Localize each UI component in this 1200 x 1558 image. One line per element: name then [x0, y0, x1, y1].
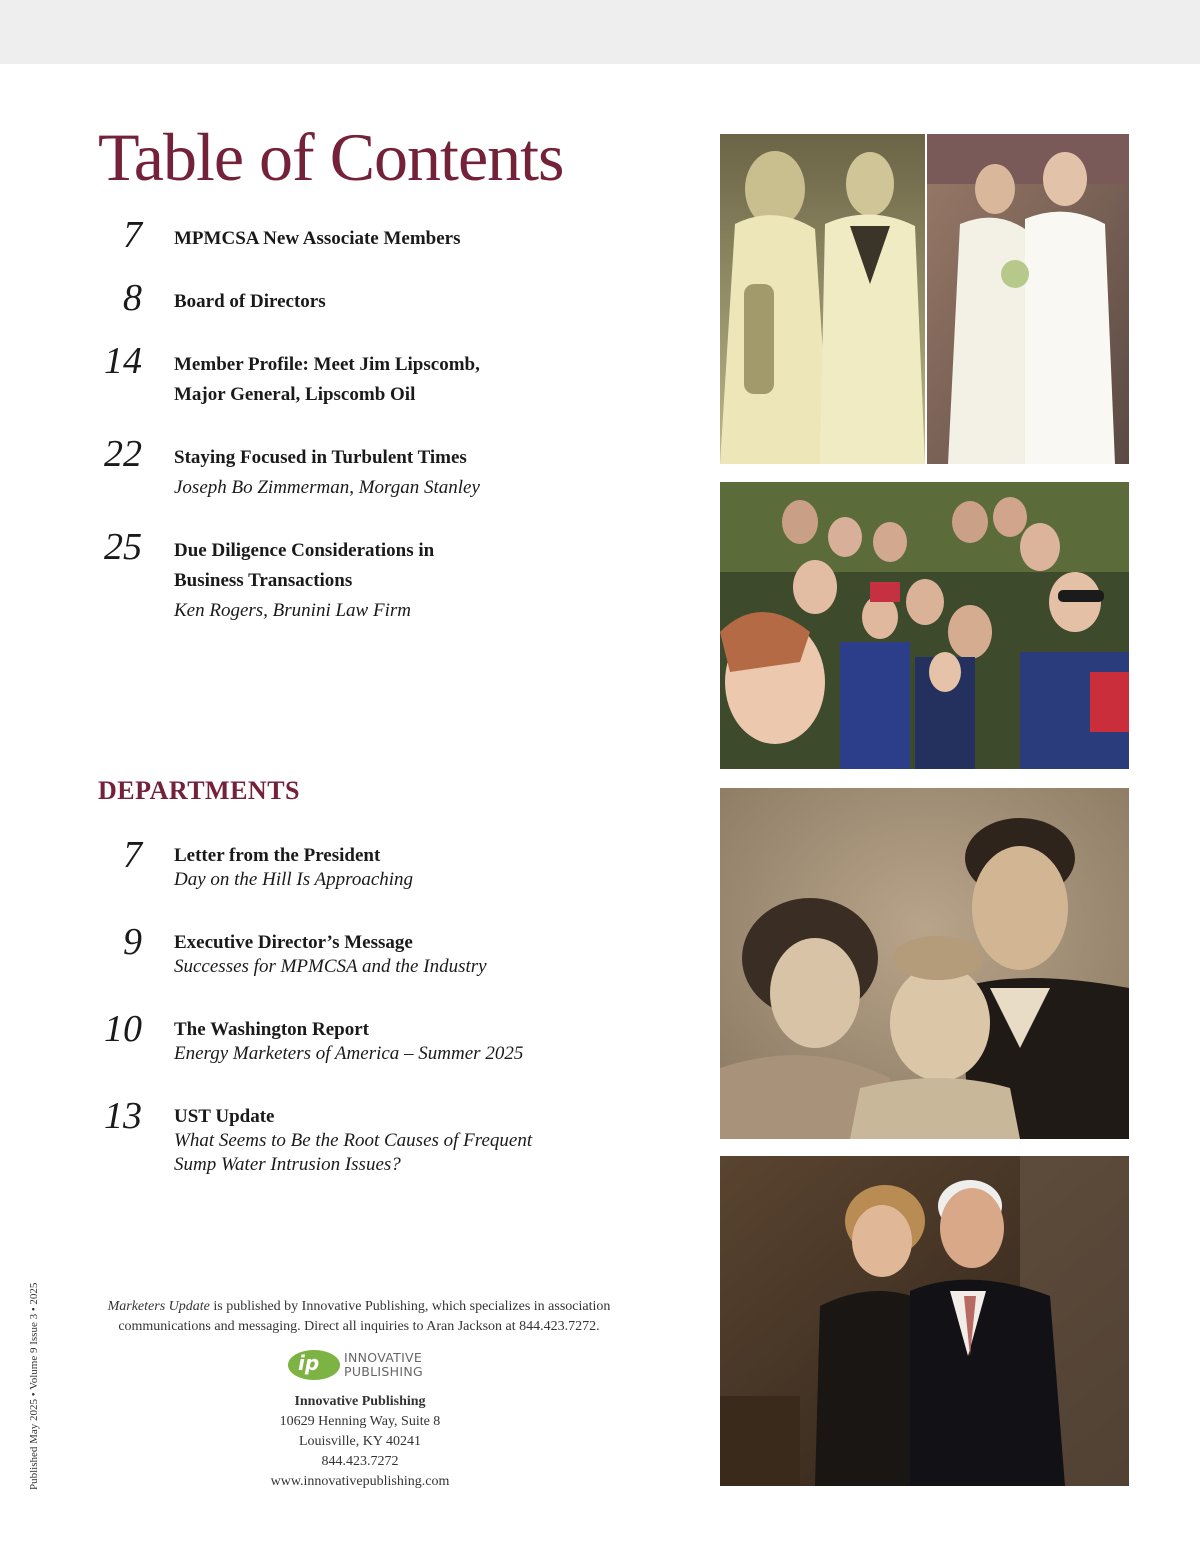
entry-title: Board of Directors — [174, 291, 326, 312]
publisher-address — [160, 1392, 560, 1492]
phone: 844.423.7272 — [321, 1454, 399, 1469]
company-name: Innovative Publishing — [294, 1394, 426, 1409]
departments-heading: DEPARTMENTS — [98, 776, 301, 805]
issue-info: Published May 2025 • Volume 9 Issue 3 • 2025 — [28, 1282, 40, 1490]
vintage-family-photo — [720, 788, 1129, 1139]
entry-title: Member Profile: Meet Jim Lipscomb, — [174, 354, 480, 375]
couple-formal-photo — [720, 1156, 1129, 1486]
publisher-note — [98, 1297, 620, 1337]
department-subtitle: Energy Marketers of America – Summer 2025 — [174, 1043, 524, 1064]
entry-title-line2: Business Transactions — [174, 570, 353, 591]
page-number: 25 — [104, 526, 142, 568]
department-subtitle: Day on the Hill Is Approaching — [174, 869, 414, 890]
page-number: 9 — [123, 921, 142, 963]
page-number: 13 — [104, 1095, 142, 1137]
department-subtitle-line2: Sump Water Intrusion Issues? — [174, 1154, 401, 1175]
publication-name: Marketers Update — [107, 1299, 210, 1314]
wedding-photos — [720, 134, 1129, 464]
publisher-logo — [288, 1348, 448, 1382]
entry-title: Staying Focused in Turbulent Times — [174, 447, 467, 468]
page-number: 10 — [104, 1008, 142, 1050]
department-subtitle: What Seems to Be the Root Causes of Frequent — [174, 1130, 533, 1151]
entry-byline: Joseph Bo Zimmerman, Morgan Stanley — [174, 477, 480, 498]
family-group-photo — [720, 482, 1129, 769]
department-title: UST Update — [174, 1106, 275, 1127]
logo-mark: ip — [288, 1350, 340, 1380]
department-title: The Washington Report — [174, 1019, 369, 1040]
website-link[interactable]: www.innovativepublishing.com — [270, 1474, 450, 1489]
department-title: Executive Director’s Message — [174, 932, 413, 953]
entry-title: Due Diligence Considerations in — [174, 540, 435, 561]
page-number: 8 — [123, 277, 142, 319]
entry-title-line2: Major General, Lipscomb Oil — [174, 384, 416, 405]
page-title: Table of Contents — [98, 119, 564, 195]
logo-wordmark: INNOVATIVE PUBLISHING — [344, 1350, 423, 1379]
page-number: 14 — [104, 340, 142, 382]
street: 10629 Henning Way, Suite 8 — [279, 1414, 441, 1429]
department-title: Letter from the President — [174, 845, 381, 866]
entry-byline: Ken Rogers, Brunini Law Firm — [174, 600, 411, 621]
page-number: 22 — [104, 433, 142, 475]
page-number: 7 — [123, 214, 142, 256]
department-subtitle: Successes for MPMCSA and the Industry — [174, 956, 487, 977]
city: Louisville, KY 40241 — [299, 1434, 421, 1449]
top-bar — [0, 0, 1200, 64]
page-number: 7 — [123, 834, 142, 876]
publisher-note-line1: is published by Innovative Publishing, which specializes in association — [209, 1299, 611, 1314]
entry-title: MPMCSA New Associate Members — [174, 228, 461, 249]
publisher-note-line2: communications and messaging. Direct all inquiries to Aran Jackson at 844.423.7272. — [118, 1319, 600, 1334]
